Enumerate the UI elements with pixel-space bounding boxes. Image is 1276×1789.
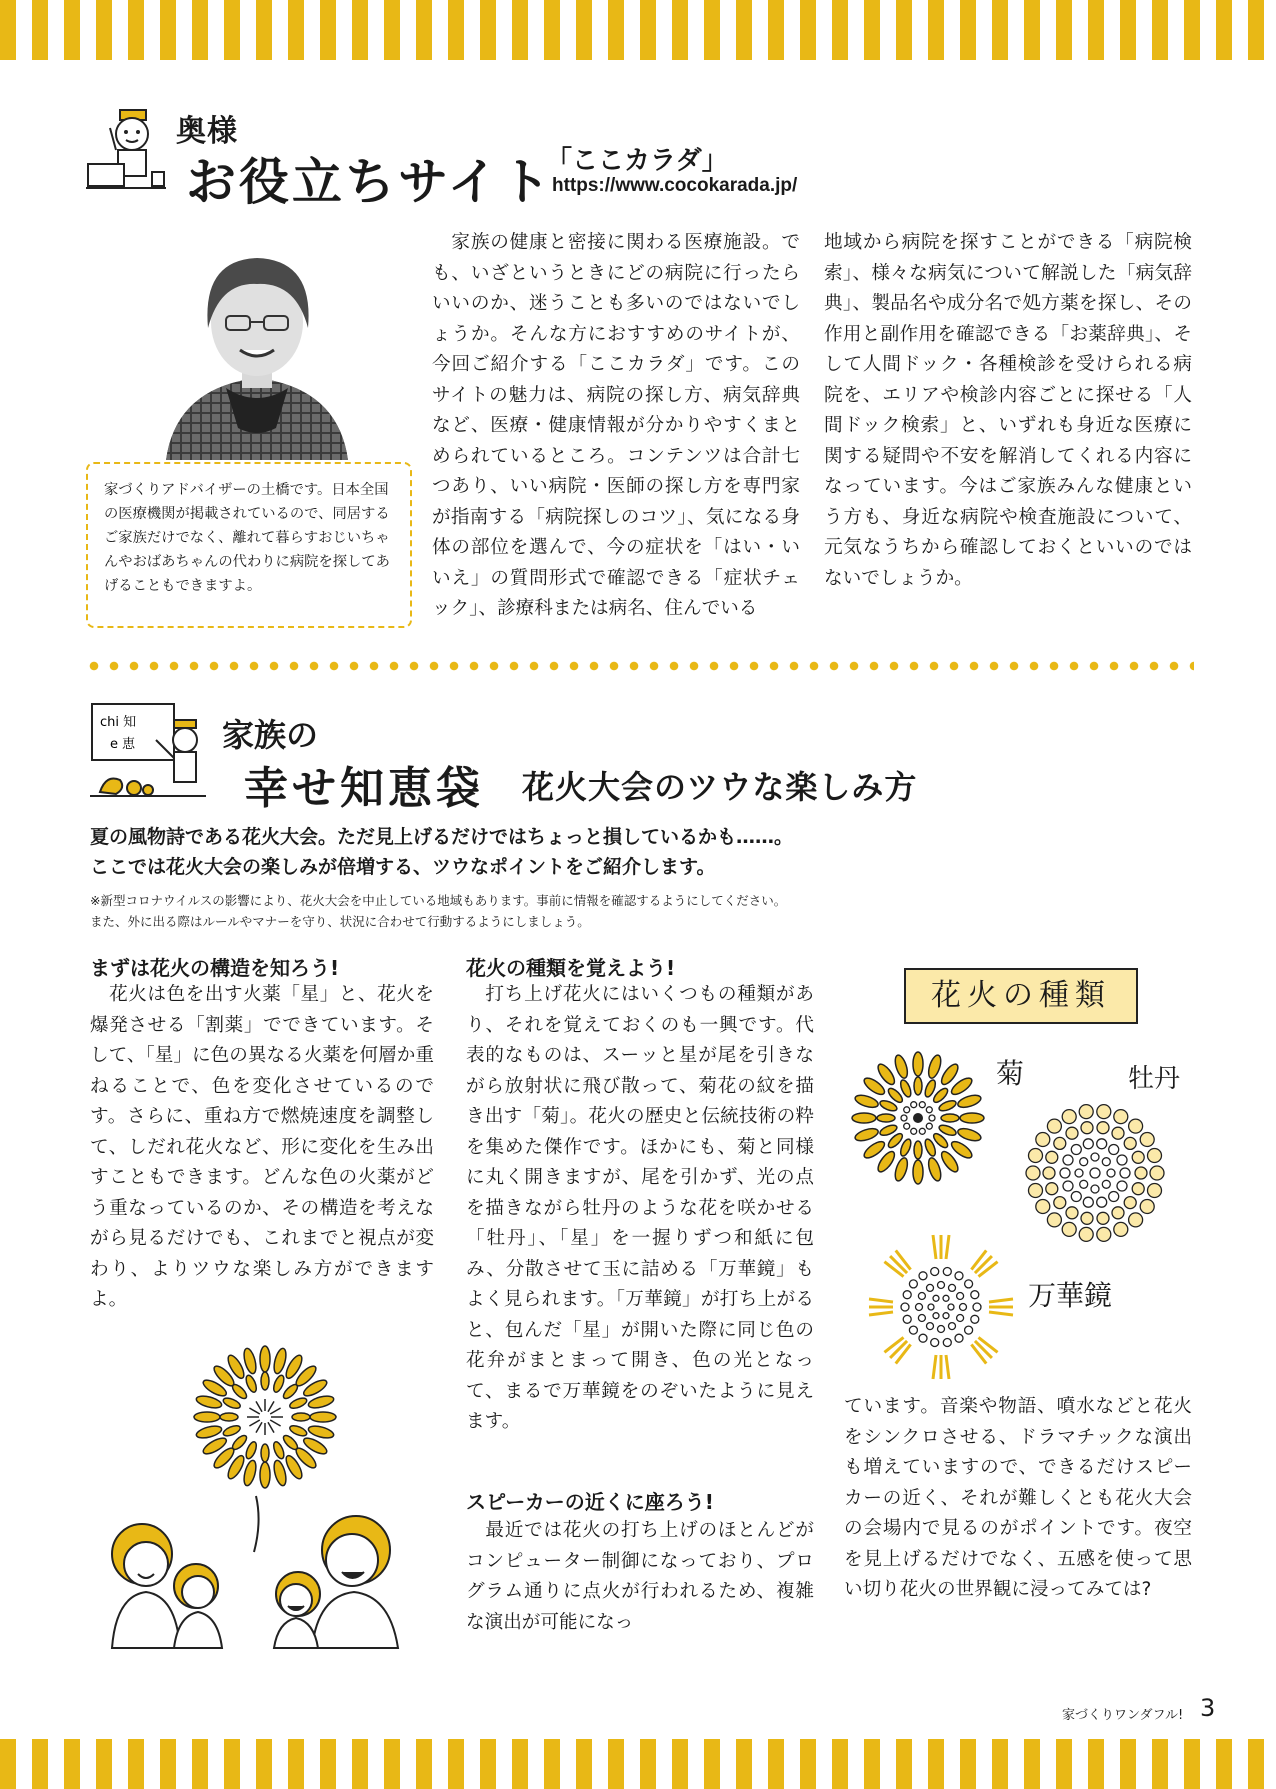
mascot-blackboard-illustration (86, 700, 216, 800)
note-line-1: ※新型コロナウイルスの影響により、花火大会を中止している地域もあります。事前に情報を確認するようにしてください。 (90, 893, 787, 908)
mangekyo-label: 万華鏡 (1028, 1279, 1113, 1312)
covid-note (90, 890, 1190, 932)
kiku-firework-icon (846, 1046, 990, 1190)
big-firework-illustration (190, 1342, 340, 1492)
section1-article-column-1: 家族の健康と密接に関わる医療施設。でも、いざというときにどの病院に行ったらいいのか、迷うことも多いのではないでしょうか。そんな方におすすめのサイトが、今回ご紹介する「ここカラダ」です。このサイトの魅力は、病院の探し方、病気辞典など、医療・健康情報が分かりやすくまとめられているところ。コンテンツは合計七つあり、いい病院・医師の探し方を専門家が指南する「病院探しのコツ」、気になる身体の部位を選んで、今の症状を「はい・いいえ」の質問形式で確認できる「症状チェック」、診療科または病名、住んでいる (432, 232, 800, 619)
section2-title-small: 家族の (222, 716, 319, 754)
firework-types-label: 花火の種類 (904, 968, 1138, 1024)
structure-text: 花火は色を出す火薬「星」と、花火を爆発させる「割薬」でできています。そして、「星」に色の異なる火薬を何層か重ねることで、色を変化させているのです。さらに、重ね方で燃焼速度を調整して、しだれ花火など、形に変化を生み出すこともできます。どんな色の火薬がどう重なっているのか、その構造を考えながら見るだけでも、これまでと視点が変わり、よりツウな楽しみ方ができますよ。 (90, 984, 434, 1310)
mascot-computer-illustration (86, 106, 182, 196)
svg-text:e 恵: e 恵 (110, 737, 136, 752)
note-line-2: また、外に出る際はルールやマナーを守り、状況に合わせて行動するようにしましょう。 (90, 914, 590, 929)
family-watching-illustration (86, 1492, 426, 1652)
site-name: 「ここカラダ」 (546, 146, 728, 176)
botan-label: 牡丹 (1128, 1064, 1181, 1094)
site-url-link[interactable]: https://www.cocokarada.jp/ (552, 175, 798, 196)
botan-firework-icon (1020, 1098, 1170, 1248)
section1-title-small: 奥様 (176, 114, 238, 149)
advisor-note: 家づくりアドバイザーの土橋です。日本全国の医療機関が掲載されているので、同居するご家族だけでなく、離れて暮らすおじいちゃんやおばあちゃんの代わりに病院を探してあげることもできますよ。 (86, 462, 412, 628)
section2-lead (90, 822, 1190, 882)
section2-title: 幸せ知恵袋 (244, 763, 484, 814)
top-stripe-border (0, 0, 1276, 60)
lead-line-1: 夏の風物詩である花火大会。ただ見上げるだけではちょっと損しているかも……。 (90, 826, 794, 848)
footer-magazine-name: 家づくりワンダフル! (1062, 1708, 1184, 1723)
section1-article-column-2: 地域から病院を探すことができる「病院検索」、様々な病気について解説した「病気辞典」、製品名や成分名で処方薬を探し、その作用と副作用を確認できる「お薬辞典」、そして人間ドック・各種検診を受けられる病院を、エリアや検診内容ごとに探せる「人間ドック検索」と、いずれも身近な医療に関する疑問や不安を解消してくれる内容になっています。今はご家族みんな健康という方も、身近な病院や検査施設について、元気なうちから確認しておくといいのではないでしょうか。 (824, 232, 1192, 589)
lead-line-2: ここでは花火大会の楽しみが倍増する、ツウなポイントをご紹介します。 (90, 856, 716, 878)
mangekyo-firework-icon (866, 1232, 1016, 1382)
types-heading: 花火の種類を覚えよう! (466, 956, 676, 980)
dotted-divider (84, 660, 1194, 672)
advisor-photo (146, 238, 368, 460)
page-number: 3 (1200, 1694, 1216, 1722)
speaker-heading: スピーカーの近くに座ろう! (466, 1490, 714, 1514)
structure-heading: まずは花火の構造を知ろう! (90, 956, 340, 980)
bottom-stripe-border (0, 1739, 1276, 1789)
speaker-text: 最近では花火の打ち上げのほとんどがコンピューター制御になっており、プログラム通りに点火が行われるため、複雑な演出が可能になっ (466, 1520, 814, 1633)
speaker-text-continued: ています。音楽や物語、噴水などと花火をシンクロさせる、ドラマチックな演出も増えていますので、できるだけスピーカーの近く、それが難しくとも花火大会の会場内で見るのがポイントです。夜空を見上げるだけでなく、五感を使って思い切り花火の世界観に浸ってみては? (844, 1396, 1192, 1600)
section1-title: お役立ちサイト (186, 153, 554, 211)
types-text: 打ち上げ花火にはいくつもの種類があり、それを覚えておくのも一興です。代表的なものは、スーッと星が尾を引きながら放射状に飛び散って、菊花の紋を描き出す「菊」。花火の歴史と伝統技術の粋を集めた傑作です。ほかにも、菊と同様に丸く開きますが、尾を引かず、光の点を描きながら牡丹のような花を咲かせる「牡丹」、「星」を一握りずつ和紙に包み、分散させて玉に詰める「万華鏡」もよく見られます。「万華鏡」が打ち上がると、包んだ「星」が開いた際に同じ色の花弁がまとまって開き、色の光となって、まるで万華鏡をのぞいたように見えます。 (466, 984, 814, 1432)
svg-text:chi 知: chi 知 (100, 715, 137, 730)
kiku-label: 菊 (996, 1057, 1025, 1090)
section2-subtitle: 花火大会のツウな楽しみ方 (522, 768, 918, 806)
